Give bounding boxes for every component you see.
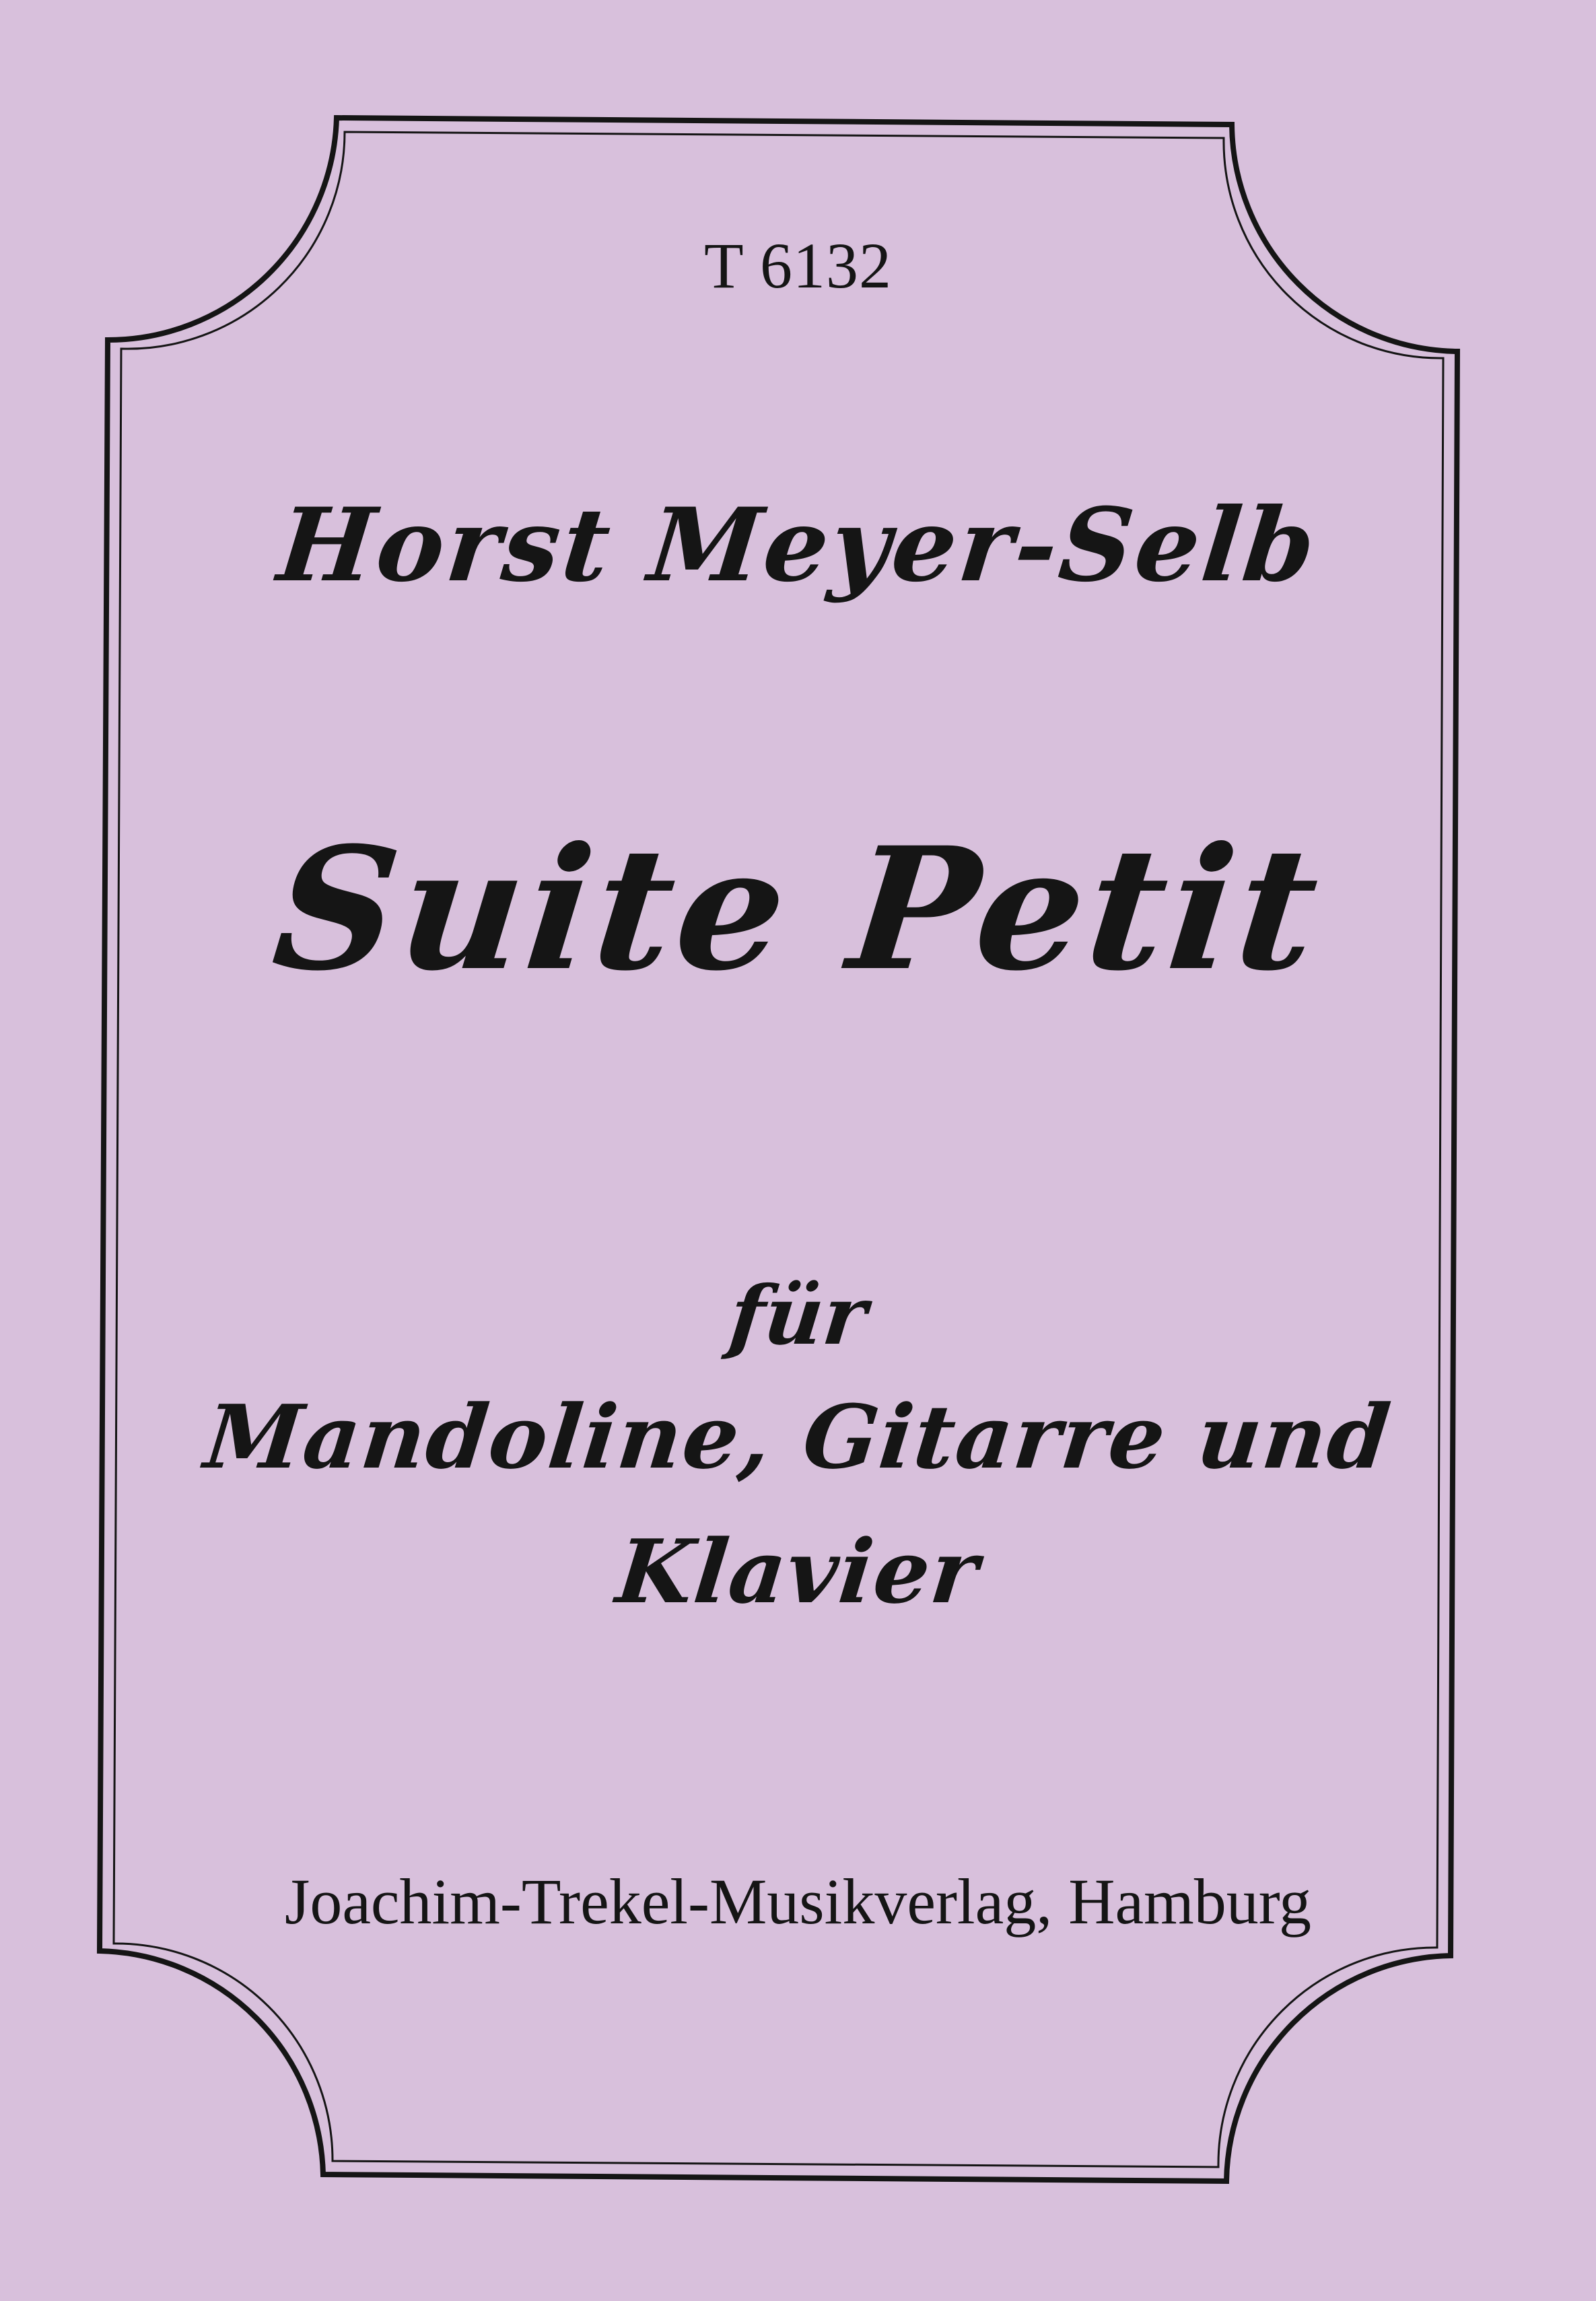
publisher-name: Joachim-Trekel-Musikverlag, Hamburg (284, 1865, 1312, 1937)
for-label: für (725, 1268, 872, 1363)
instrumentation-line-2: Klavier (612, 1520, 984, 1623)
catalog-number: T 6132 (704, 230, 892, 302)
work-title: Suite Petit (265, 810, 1331, 1008)
composer-name: Horst Meyer-Selb (273, 486, 1323, 605)
instrumentation-line-1: Mandoline, Gitarre und (200, 1385, 1396, 1488)
